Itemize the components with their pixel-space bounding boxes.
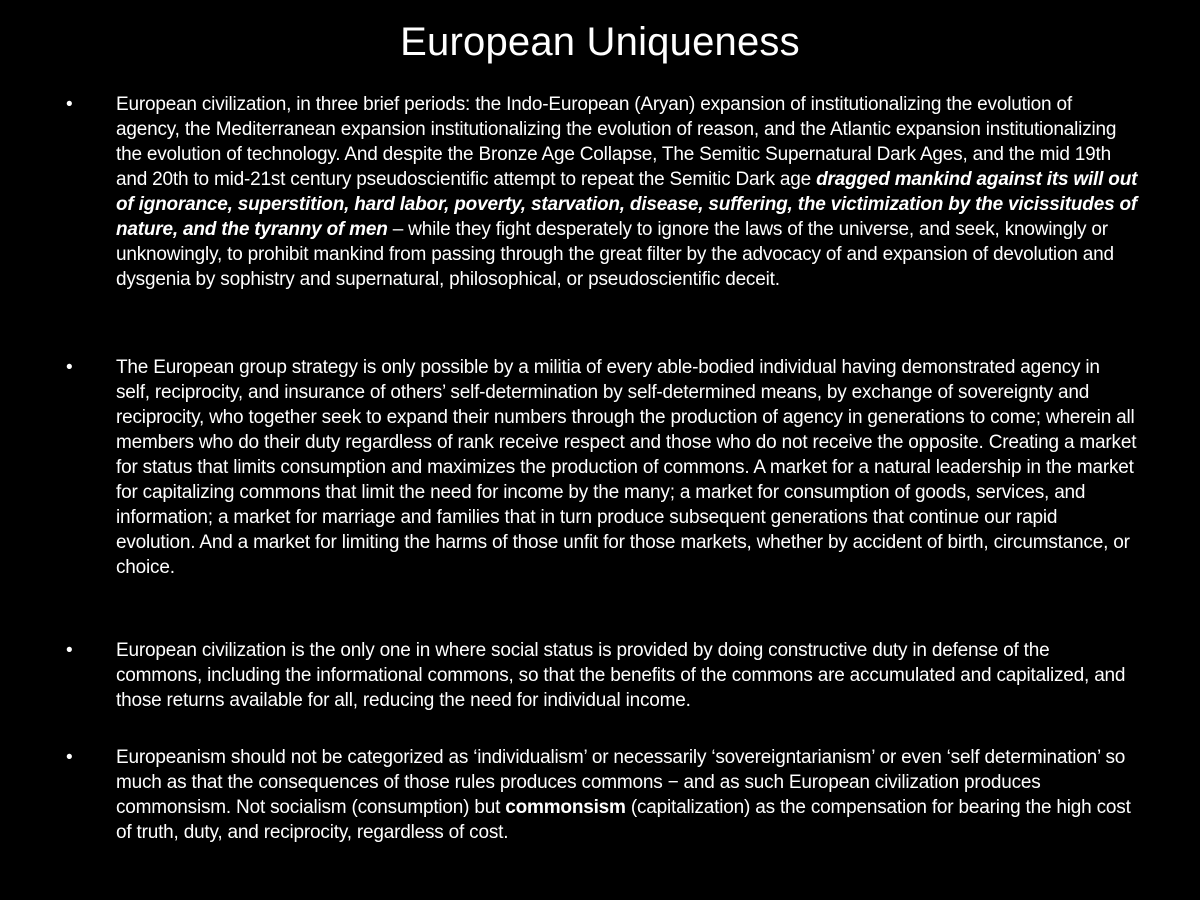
bullet-text-4-part-2: (capitalization) as the compensation for bearing the high cost of truth, duty, and reciprocity, regardless of cost. — [116, 797, 1131, 843]
bullet-text-4-bold-term: commonsism — [505, 797, 626, 818]
bullet-text-2: The European group strategy is only possible by a militia of every able-bodied individual having demonstrated agency in self, reciprocity, and insurance of others’ self-determination by self-determined means, by exchange of sovereignty and reciprocity, who together seek to expand their numbers through the production of agency in generations to come; wherein all members who do their duty regardless of rank receive respect and those who do not receive the opposite. Creating a market for status that limits consumption and maximizes the production of commons. A market for a natural leadership in the market for capitalizing commons that limit the need for income by the many; a market for consumption of goods, services, and information; a market for marriage and families that in turn produce subsequent generations that continue our rapid evolution. And a market for limiting the harms of those unfit for those markets, whether by accident of birth, circumstance, or choice. — [116, 357, 1137, 578]
bullet-text-1-part-2: – while they fight desperately to ignore the laws of the universe, and seek, knowingly or unknowingly, to prohibit mankind from passing through the great filter by the advocacy of and expansion of devolution and dysgenia by sophistry and supernatural, philosophical, or pseudoscientific deceit. — [116, 219, 1114, 290]
bullet-text-1-part-1: European civilization, in three brief periods: the Indo-European (Aryan) expansion of institutionalizing the evolution of agency, the Mediterranean expansion institutionalizing the evolution of reason, and the Atlantic expansion institutionalizing the evolution of technology. And despite the Bronze Age Collapse, The Semitic Supernatural Dark Ages, and the mid 19th and 20th to mid-21st century pseudoscientific attempt to repeat the Semitic Dark age — [116, 94, 1117, 190]
bullet-dot: • — [66, 357, 73, 378]
bullet-dot: • — [66, 94, 73, 115]
bullet-text-3: European civilization is the only one in where social status is provided by doing constructive duty in defense of the commons, including the informational commons, so that the benefits of the commons are accumulated and capitalized, and those returns available for all, reducing the need for individual income. — [116, 640, 1126, 711]
bullet-text-4 — [116, 745, 1138, 845]
bullet-text-1-emphasis: dragged mankind against its will out of ignorance, superstition, hard labor, poverty, starvation, disease, suffering, the victimization by the vicissitudes of nature, and the tyranny of men — [116, 169, 1138, 240]
bullet-text-4-part-1: Europeanism should not be categorized as ‘individualism’ or necessarily ‘sovereigntarianism’ or even ‘self determination’ so much as that the consequences of those rules produces commons − and as such European civilization produces commonsism. Not socialism (consumption) but — [116, 747, 1126, 818]
bullet-dot: • — [66, 640, 73, 661]
slide-title: European Uniqueness — [400, 20, 800, 64]
bullet-dot: • — [66, 747, 73, 768]
bullet-text-1 — [116, 92, 1138, 292]
